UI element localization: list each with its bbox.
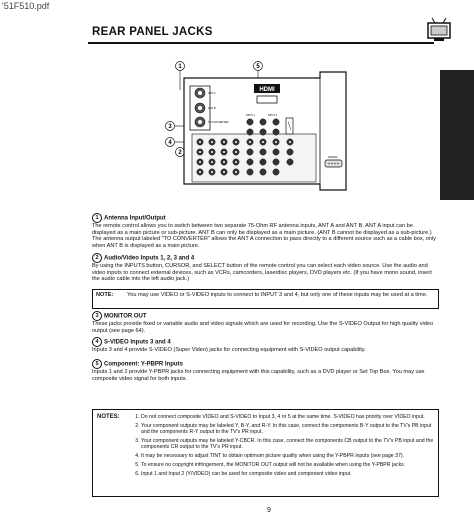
notes-label: NOTES: <box>97 414 120 420</box>
section-number: 3 <box>92 311 102 321</box>
note-box <box>92 289 439 309</box>
input1-label: INPUT 1 <box>246 114 256 117</box>
callout-3: 3 <box>168 124 172 131</box>
callout-5: 5 <box>256 64 260 71</box>
callout-2: 2 <box>178 150 182 157</box>
section-title: MONITOR OUT <box>104 313 147 320</box>
section-number: 2 <box>92 253 102 263</box>
note-label: NOTE: <box>96 292 114 298</box>
note-item: 6. Input 1 and Input 2 (Y/VIDEO) can be used for composite video and component video input. <box>141 471 435 477</box>
hdmi-label: HDMI <box>259 87 275 93</box>
callout-4: 4 <box>168 140 172 147</box>
section-text: By using the INPUTS button, CURSOR, and SELECT button of the remote control you can select each video source. Use the audio and video inputs to connect external devices, such as VCRs, camcorders, laserdisc players, DVD players etc. (If you have mono sound, insert the audio cable into the left audio jack.) <box>92 263 432 283</box>
section-text: Inputs 3 and 4 provide S-VIDEO (Super Video) jacks for connecting equipment with S-VIDEO output capability. <box>92 347 366 353</box>
section-title: Component: Y-PBPR Inputs <box>104 361 183 368</box>
section-antenna <box>92 213 437 250</box>
left-gutter <box>0 14 77 525</box>
to-converter-label: TO CONVERTER <box>208 121 229 124</box>
callout-1: 1 <box>178 64 182 71</box>
note-item: 2. Your component outputs may be labeled Y, B-Y, and R-Y. In this case, connect the components B-Y output to the TV's PB input and the components R-Y output to the TV's PR input. <box>141 423 435 435</box>
note-item: 5. To ensure no copyright infringement, the MONITOR OUT output will not be available when using the Y-PBPR jacks. <box>141 462 435 468</box>
section-title: S-VIDEO Inputs 3 and 4 <box>104 339 171 346</box>
page-number: 9 <box>267 507 271 514</box>
section-component <box>92 359 437 382</box>
rs232c-label: RS232C <box>328 156 338 159</box>
section-number: 5 <box>92 359 102 369</box>
section-title: Antenna Input/Output <box>104 215 166 222</box>
rear-panel-diagram <box>170 60 360 210</box>
section-number: 1 <box>92 213 102 223</box>
side-tab-label: FIRST TIME USE <box>426 89 437 181</box>
ant-b-label: ANT B <box>208 107 216 110</box>
notes-box <box>92 409 439 497</box>
note-item: 1. Do not connect composite VIDEO and S-VIDEO to Input 3, 4 or 5 at the same time. S-VIDEO has priority over VIDEO input. <box>141 414 435 420</box>
section-title: Audio/Video Inputs 1, 2, 3 and 4 <box>104 255 195 262</box>
input2-label: INPUT 2 <box>268 114 278 117</box>
section-number: 4 <box>92 337 102 347</box>
section-av-inputs <box>92 253 437 283</box>
section-svideo <box>92 337 437 354</box>
section-text: These jacks provide fixed or variable audio and video signals which are used for recording. Use the S-VIDEO Output for high quality video output (see page 64). <box>92 321 434 334</box>
ant-a-label: ANT A <box>208 92 216 95</box>
section-text: The remote control allows you to switch between two separate 75-Ohm RF antenna inputs, ANT A and ANT B. ANT A input can be displayed as a main picture or sub-picture. ANT B can only be displayed as a main picture. (ANT B cannot be displayed as a sub-picture.) The antenna output labeled "TO CONVERTER" allows the ANT A connection to pass directly to a different source such as a cable box, only when ANT B is displayed as a main picture. <box>92 223 437 250</box>
window-titlebar <box>0 0 474 15</box>
note-text: You may use VIDEO or S-VIDEO inputs to connect to INPUT 3 and 4, but only one of these inputs may be used at a time. <box>127 292 428 298</box>
page-title: REAR PANEL JACKS <box>92 26 213 38</box>
title-rule <box>88 42 434 44</box>
note-item: 4. It may be necessary to adjust TINT to obtain optimum picture quality when using the Y-PBPR inputs (see page 37). <box>141 453 435 459</box>
section-text: Inputs 1 and 2 provide Y-PBPR jacks for connecting equipment with this capability, such as a DVD player or Set Top Box. You may use composite video signal for both inputs. <box>92 369 425 382</box>
notes-list <box>133 411 435 480</box>
tv-logo-icon <box>424 17 454 43</box>
window-title: '51F510.pdf <box>2 1 50 11</box>
note-item: 3. Your component outputs may be labeled Y-CBCR. In this case, connect the components CB output to the TV's PB input and the components CR output to the TV's PR input. <box>141 438 435 450</box>
section-monitor-out <box>92 311 437 334</box>
side-tab <box>426 70 474 200</box>
